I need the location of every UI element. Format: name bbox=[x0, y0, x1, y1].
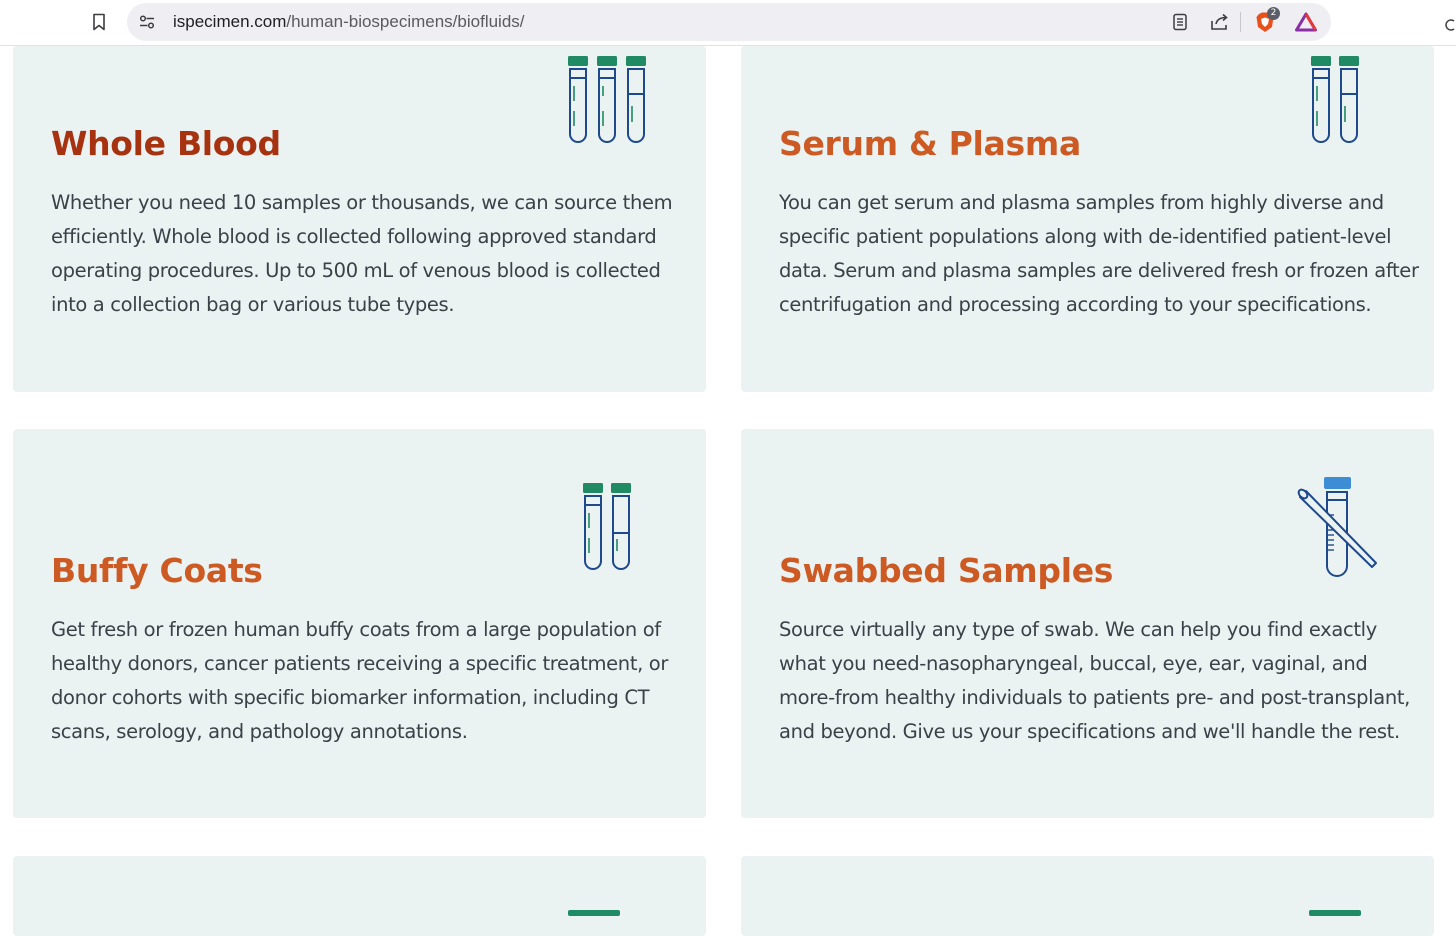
bookmark-icon[interactable] bbox=[88, 11, 110, 33]
brave-shields-icon[interactable] bbox=[1254, 8, 1277, 33]
tube-cap-icon bbox=[1309, 910, 1361, 916]
card-body: Get fresh or frozen human buffy coats from a large population of healthy donors, cancer patients receiving a specific treatment, or donor cohorts with specific biomarker information, including CT scans, serology, and pathology annotations. bbox=[51, 618, 669, 743]
card-partial-left bbox=[13, 856, 706, 936]
reader-mode-icon[interactable] bbox=[1169, 11, 1191, 33]
card-partial-right bbox=[741, 856, 1434, 936]
share-icon[interactable] bbox=[1209, 11, 1231, 33]
tube-cap-icon bbox=[568, 910, 620, 916]
site-settings-icon[interactable] bbox=[137, 12, 157, 32]
address-bar[interactable] bbox=[127, 3, 1331, 41]
card-whole-blood bbox=[13, 46, 706, 392]
card-title: Buffy Coats bbox=[51, 551, 263, 590]
card-title: Swabbed Samples bbox=[779, 551, 1114, 590]
download-icon[interactable] bbox=[1444, 12, 1456, 32]
card-body: You can get serum and plasma samples from highly diverse and specific patient populations along with de-identified patient-level data. Serum and plasma samples are delivered fresh or frozen after centrifugation and processing according to your specifications. bbox=[779, 191, 1419, 316]
card-title: Serum & Plasma bbox=[779, 124, 1081, 163]
card-buffy-coats bbox=[13, 429, 706, 818]
url-path: /human-biospecimens/biofluids/ bbox=[286, 12, 525, 31]
card-body: Source virtually any type of swab. We can help you find exactly what you need-nasopharyngeal, buccal, eye, ear, vaginal, and more-from healthy individuals to patients pre- and post-transplant, and beyond. Give us your specifications and we'll handle the rest. bbox=[779, 618, 1410, 743]
brave-rewards-icon[interactable] bbox=[1295, 11, 1317, 33]
shields-count-badge: 2 bbox=[1267, 7, 1280, 20]
two-test-tubes-icon bbox=[1309, 56, 1365, 143]
three-test-tubes-icon bbox=[566, 56, 650, 143]
card-serum-plasma bbox=[741, 46, 1434, 392]
browser-toolbar bbox=[0, 0, 1456, 46]
url-host: ispecimen.com bbox=[173, 12, 287, 31]
two-test-tubes-icon bbox=[581, 483, 637, 570]
toolbar-separator bbox=[1240, 12, 1241, 32]
swab-tube-icon bbox=[1297, 475, 1379, 577]
card-title: Whole Blood bbox=[51, 124, 281, 163]
url-text[interactable] bbox=[173, 3, 525, 41]
card-swabbed-samples bbox=[741, 429, 1434, 818]
card-body: Whether you need 10 samples or thousands, we can source them efficiently. Whole blood is collected following approved standard operating procedures. Up to 500 mL of venous blood is collected into a collection bag or various tube types. bbox=[51, 191, 673, 316]
